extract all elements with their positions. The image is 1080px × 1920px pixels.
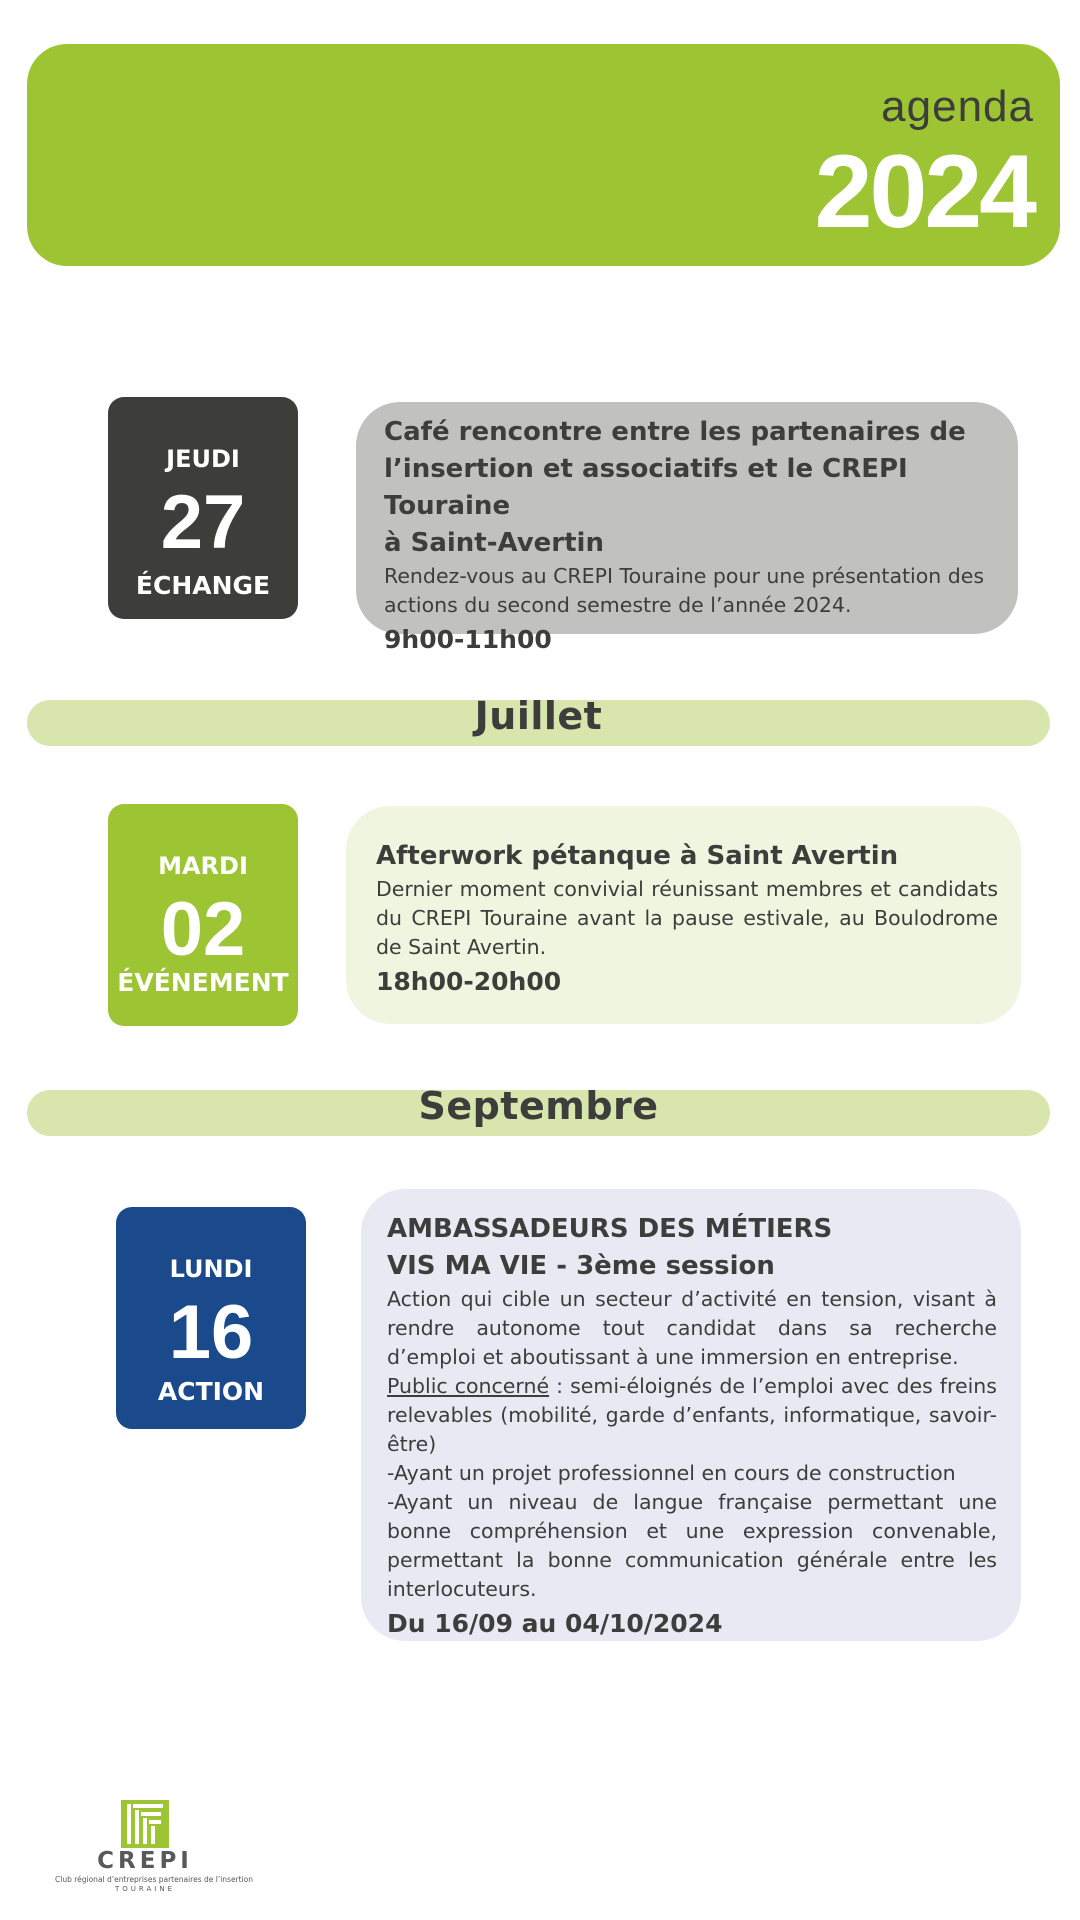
event-bullet: -Ayant un niveau de langue française permettant une bonne compréhension et une expression convenable, permettant la bonne communication générale entre les interlocuteurs. — [387, 1490, 997, 1601]
public-label: Public concerné — [387, 1374, 550, 1398]
crepi-logo-icon — [121, 1800, 169, 1848]
event-title-line: Café rencontre entre les partenaires de — [384, 417, 966, 447]
event-public — [387, 1372, 997, 1459]
event-type: ÉVÉNEMENT — [117, 968, 289, 997]
agenda-label: agenda — [881, 82, 1034, 131]
event-title-line: AMBASSADEURS DES MÉTIERS — [387, 1214, 833, 1244]
month-banner-juillet — [27, 694, 1050, 746]
date-box-mardi-02 — [108, 804, 298, 1026]
event-title-line: VIS MA VIE - 3ème session — [387, 1251, 775, 1281]
event-card-cafe-rencontre — [356, 402, 1018, 654]
event-date-number: 27 — [160, 480, 246, 565]
event-day: JEUDI — [166, 445, 240, 473]
logo-tagline: Club régional d’entreprises partenaires de l’insertion — [55, 1875, 254, 1884]
public-text: : semi-éloignés de l’emploi avec des freins relevables (mobilité, garde d’enfants, informatique, savoir-être) — [387, 1374, 997, 1456]
event-description: Action qui cible un secteur d’activité en tension, visant à rendre autonome tout candidat dans sa recherche d’emploi et aboutissant à une immersion en entreprise. — [387, 1287, 997, 1369]
event-title — [387, 1211, 997, 1285]
event-title-line: à Saint-Avertin — [384, 528, 604, 558]
logo-name: CREPI — [97, 1848, 193, 1874]
event-description — [384, 562, 1004, 620]
event-title — [384, 414, 1004, 562]
logo-region: TOURAINE — [114, 1885, 175, 1893]
event-card-ambassadeurs-metiers — [361, 1189, 1021, 1641]
month-label: Septembre — [418, 1084, 659, 1128]
event-time: Du 16/09 au 04/10/2024 — [387, 1609, 723, 1638]
month-banner-septembre — [27, 1084, 1050, 1136]
event-type: ÉCHANGE — [135, 571, 271, 600]
event-description-line: Rendez-vous au CREPI Touraine pour une présentation des — [384, 564, 985, 588]
event-title: Afterwork pétanque à Saint Avertin — [376, 841, 899, 871]
event-day: LUNDI — [169, 1255, 253, 1283]
date-box-lundi-16 — [116, 1207, 306, 1429]
event-card-afterwork-petanque — [346, 806, 1021, 1024]
event-day: MARDI — [158, 852, 248, 880]
event-description: Dernier moment convivial réunissant membres et candidats du CREPI Touraine avant la pause estivale, au Boulodrome de Saint Avertin. — [376, 877, 998, 959]
date-box-jeudi-27 — [108, 397, 298, 619]
event-date-number: 16 — [168, 1290, 254, 1375]
event-description-line: actions du second semestre de l’année 2024. — [384, 593, 852, 617]
event-title-line: l’insertion et associatifs et le CREPI Touraine — [384, 454, 908, 521]
event-date-number: 02 — [160, 887, 246, 972]
event-type: ACTION — [157, 1377, 265, 1406]
agenda-year: 2024 — [814, 134, 1034, 250]
event-time: 18h00-20h00 — [376, 967, 562, 996]
agenda-header — [27, 44, 1060, 266]
event-bullet: -Ayant un projet professionnel en cours de construction — [387, 1461, 956, 1485]
month-label: Juillet — [474, 694, 603, 738]
crepi-logo — [55, 1800, 254, 1895]
event-time: 9h00-11h00 — [384, 625, 552, 654]
